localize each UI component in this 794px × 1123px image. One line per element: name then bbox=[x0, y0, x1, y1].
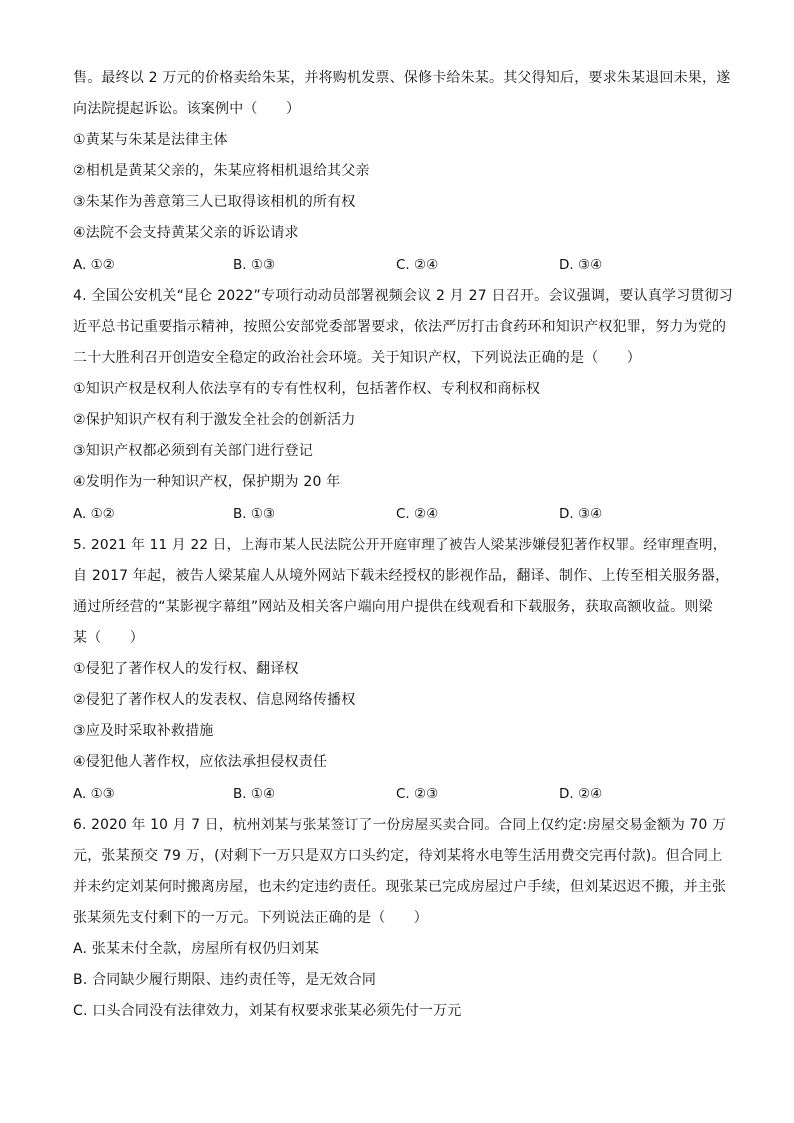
q4-stem-line-3: 二十大胜利召开创造安全稳定的政治社会环境。关于知识产权，下列说法正确的是（ ） bbox=[73, 350, 641, 366]
q5-stem-line-4: 某（ ） bbox=[73, 630, 144, 646]
q3-option-b[interactable]: B. ①③ bbox=[233, 257, 276, 273]
q4-option-d[interactable]: D. ③④ bbox=[559, 506, 603, 522]
q5-stem-line-2: 自 2017 年起，被告人梁某雇人从境外网站下载未经授权的影视作品，翻译、制作、上传至相关服务器， bbox=[73, 568, 730, 584]
q6-stem-line-4: 张某须先支付剩下的一万元。下列说法正确的是（ ） bbox=[73, 910, 428, 926]
q6-stem-line-3: 并未约定刘某何时搬离房屋，也未约定违约责任。现张某已完成房屋过户手续，但刘某迟迟不搬，并主张 bbox=[73, 879, 727, 895]
q5-statement-2: ②侵犯了著作权人的发表权、信息网络传播权 bbox=[73, 692, 356, 708]
q4-statement-2: ②保护知识产权有利于激发全社会的创新活力 bbox=[73, 412, 356, 428]
q6-option-c[interactable]: C. 口头合同没有法律效力，刘某有权要求张某必须先付一万元 bbox=[73, 1003, 462, 1019]
q3-stem-line-1: 售。最终以 2 万元的价格卖给朱某，并将购机发票、保修卡给朱某。其父得知后，要求朱某退回未果，遂 bbox=[73, 70, 731, 86]
q3-statement-3: ③朱某作为善意第三人已取得该相机的所有权 bbox=[73, 194, 356, 210]
q3-option-a[interactable]: A. ①② bbox=[73, 257, 115, 273]
q4-stem-line-1: 4. 全国公安机关“昆仑 2022”专项行动动员部署视频会议 2 月 27 日召开。会议强调，要认真学习贯彻习 bbox=[73, 288, 733, 304]
q3-option-c[interactable]: C. ②④ bbox=[396, 257, 439, 273]
q4-option-c[interactable]: C. ②④ bbox=[396, 506, 439, 522]
q5-option-b[interactable]: B. ①④ bbox=[233, 786, 276, 802]
q5-stem-line-1: 5. 2021 年 11 月 22 日，上海市某人民法院公开开庭审理了被告人梁某涉嫌侵犯著作权罪。经审理查明， bbox=[73, 537, 727, 553]
q3-option-d[interactable]: D. ③④ bbox=[559, 257, 603, 273]
q3-statement-1: ①黄某与朱某是法律主体 bbox=[73, 132, 228, 148]
q6-stem-line-1: 6. 2020 年 10 月 7 日，杭州刘某与张某签订了一份房屋买卖合同。合同上仅约定:房屋交易金额为 70 万 bbox=[73, 817, 727, 833]
q5-options bbox=[73, 784, 733, 804]
q6-option-b[interactable]: B. 合同缺少履行期限、违约责任等，是无效合同 bbox=[73, 972, 377, 988]
q4-statement-1: ①知识产权是权利人依法享有的专有性权利，包括著作权、专利权和商标权 bbox=[73, 381, 541, 397]
q5-statement-1: ①侵犯了著作权人的发行权、翻译权 bbox=[73, 661, 299, 677]
q5-option-a[interactable]: A. ①③ bbox=[73, 786, 115, 802]
q4-statement-3: ③知识产权都必须到有关部门进行登记 bbox=[73, 443, 313, 459]
q6-stem-line-2: 元，张某预交 79 万，(对剩下一万只是双方口头约定，待刘某将水电等生活用费交完再付款)。但合同上 bbox=[73, 848, 723, 864]
q4-option-b[interactable]: B. ①③ bbox=[233, 506, 276, 522]
q6-option-a[interactable]: A. 张某未付全款，房屋所有权仍归刘某 bbox=[73, 941, 320, 957]
q4-stem-line-2: 近平总书记重要指示精神，按照公安部党委部署要求，依法严厉打击食药环和知识产权犯罪，努力为党的 bbox=[73, 319, 727, 335]
q3-statement-2: ②相机是黄某父亲的，朱某应将相机退给其父亲 bbox=[73, 163, 370, 179]
q4-statement-4: ④发明作为一种知识产权，保护期为 20 年 bbox=[73, 474, 341, 490]
q5-option-c[interactable]: C. ②③ bbox=[396, 786, 439, 802]
q5-statement-3: ③应及时采取补救措施 bbox=[73, 723, 214, 739]
q5-stem-line-3: 通过所经营的“某影视字幕组”网站及相关客户端向用户提供在线观看和下载服务，获取高额收益。则梁 bbox=[73, 599, 713, 615]
q5-option-d[interactable]: D. ②④ bbox=[559, 786, 603, 802]
q3-stem-line-2: 向法院提起诉讼。该案例中（ ） bbox=[73, 101, 301, 117]
q3-statement-4: ④法院不会支持黄某父亲的诉讼请求 bbox=[73, 225, 299, 241]
q4-options bbox=[73, 504, 733, 524]
q4-option-a[interactable]: A. ①② bbox=[73, 506, 115, 522]
q5-statement-4: ④侵犯他人著作权，应依法承担侵权责任 bbox=[73, 754, 328, 770]
q3-options bbox=[73, 255, 733, 275]
